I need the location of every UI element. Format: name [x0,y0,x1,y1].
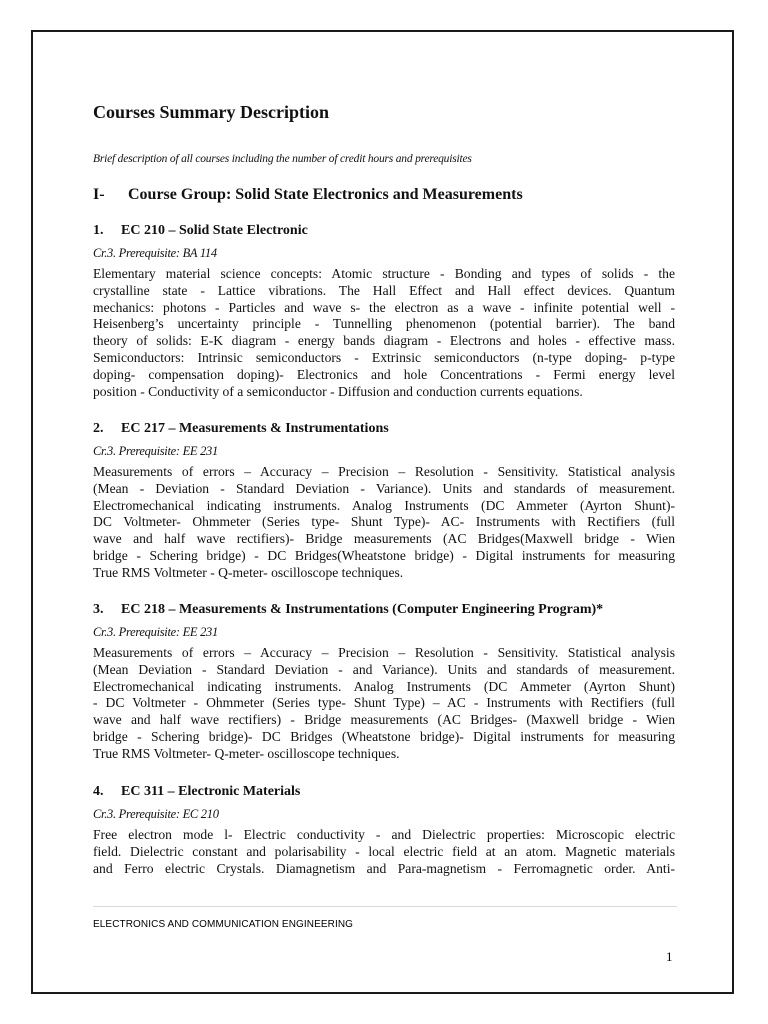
footer-divider [93,906,677,907]
description-line: Measurements of errors – Accuracy – Precision – Resolution - Sensitivity. Statistical analysis [93,464,675,479]
description-line: position - Conductivity of a semiconductor - Diffusion and conduction currents equations. [93,383,583,399]
description-line: (Mean Deviation - Standard Deviation - and Variance). Units and standards of measurement. [93,661,675,677]
description-line: bridge - Schering bridge)- DC Bridges (Wheatstone bridge)- Digital instruments for measuring [93,728,675,744]
description-line: wave and half wave rectifiers)- Bridge measurements (AC Bridges(Maxwell bridge - Wien [93,531,675,547]
course-title: EC 217 – Measurements & Instrumentations [121,421,389,436]
course-prerequisite: Cr.3. Prerequisite: BA 114 [93,246,217,260]
course-group-number: I- [93,186,105,203]
course-section [93,419,675,582]
course-number: 1. [93,223,104,238]
footer-text: ELECTRONICS AND COMMUNICATION ENGINEERING [93,919,354,930]
description-line: Electromechanical indicating instruments. Analog Instruments (DC Ammeter (Ayrton Shunt)- [93,497,675,513]
course-title: EC 218 – Measurements & Instrumentations (Computer Engineering Program)* [121,602,604,617]
course-description [93,827,675,877]
course-section [93,221,675,400]
course-heading [93,782,675,802]
page-number: 1 [666,949,673,964]
description-line: Heisenberg’s uncertainty principle - Tunnelling phenomenon (potential barrier). The band [93,316,675,332]
description-line: True RMS Voltmeter- Q-meter- oscilloscope techniques. [93,745,400,761]
description-line: Semiconductors: Intrinsic semiconductors - Extrinsic semiconductors (n-type doping- p-type [93,349,675,365]
description-line: Electromechanical indicating instruments. Analog Instruments (DC Ammeter (Ayrton Shunt) [93,678,675,694]
course-heading [93,600,675,620]
course-prerequisite: Cr.3. Prerequisite: EE 231 [93,625,218,639]
course-number: 4. [93,784,104,799]
description-line: bridge - Schering bridge) - DC Bridges(Wheatstone bridge) - Digital instruments for measuring [93,547,675,563]
page-title: Courses Summary Description [93,102,329,122]
course-group-heading [93,186,523,204]
description-line: and Ferro electric Crystals. Diamagnetism and Para-magnetism - Ferromagnetic order. Anti- [93,860,675,876]
course-heading [93,419,675,439]
description-line: DC Voltmeter- Ohmmeter (Series type- Shunt Type)- AC- Instruments with Rectifiers (full [93,514,675,530]
description-line: mechanics: photons - Particles and wave s- the electron as a wave - infinite potential well - [93,299,675,315]
course-title: EC 311 – Electronic Materials [121,784,301,799]
course-description [93,464,675,582]
page-subtitle: Brief description of all courses including the number of credit hours and prerequisites [93,153,472,165]
course-title: EC 210 – Solid State Electronic [121,223,308,238]
course-prerequisite: Cr.3. Prerequisite: EE 231 [93,444,218,458]
course-section [93,782,675,877]
description-line: Free electron mode l- Electric conductivity - and Dielectric properties: Microscopic electric [93,827,675,842]
description-line: (Mean - Deviation - Standard Deviation - Variance). Units and standards of measurement. [93,480,675,496]
description-line: field. Dielectric constant and polarisability - local electric field at an atom. Magnetic materials [93,843,675,859]
course-group-title: Course Group: Solid State Electronics and Measurements [128,186,523,203]
course-number: 2. [93,421,104,436]
course-description [93,266,675,400]
course-section [93,600,675,763]
course-description [93,645,675,763]
description-line: doping- compensation doping)- Electronics and hole Concentrations - Fermi energy level [93,366,675,382]
description-line: wave and half wave rectifiers) - Bridge measurements (AC Bridges- (Maxwell bridge - Wien [93,712,675,728]
course-heading [93,221,675,241]
description-line: - DC Voltmeter - Ohmmeter (Series type- Shunt Type) – AC - Instruments with Rectifiers (full [93,695,675,711]
course-number: 3. [93,602,104,617]
description-line: theory of solids: E-K diagram - energy bands diagram - Electrons and holes - effective mass. [93,333,675,349]
description-line: True RMS Voltmeter - Q-meter- oscilloscope techniques. [93,564,404,580]
description-line: crystalline state - Lattice vibrations. The Hall Effect and Hall effect devices. Quantum [93,282,675,298]
description-line: Elementary material science concepts: Atomic structure - Bonding and types of solids - the [93,266,675,281]
course-prerequisite: Cr.3. Prerequisite: EC 210 [93,807,219,821]
description-line: Measurements of errors – Accuracy – Precision – Resolution - Sensitivity. Statistical analysis [93,645,675,660]
